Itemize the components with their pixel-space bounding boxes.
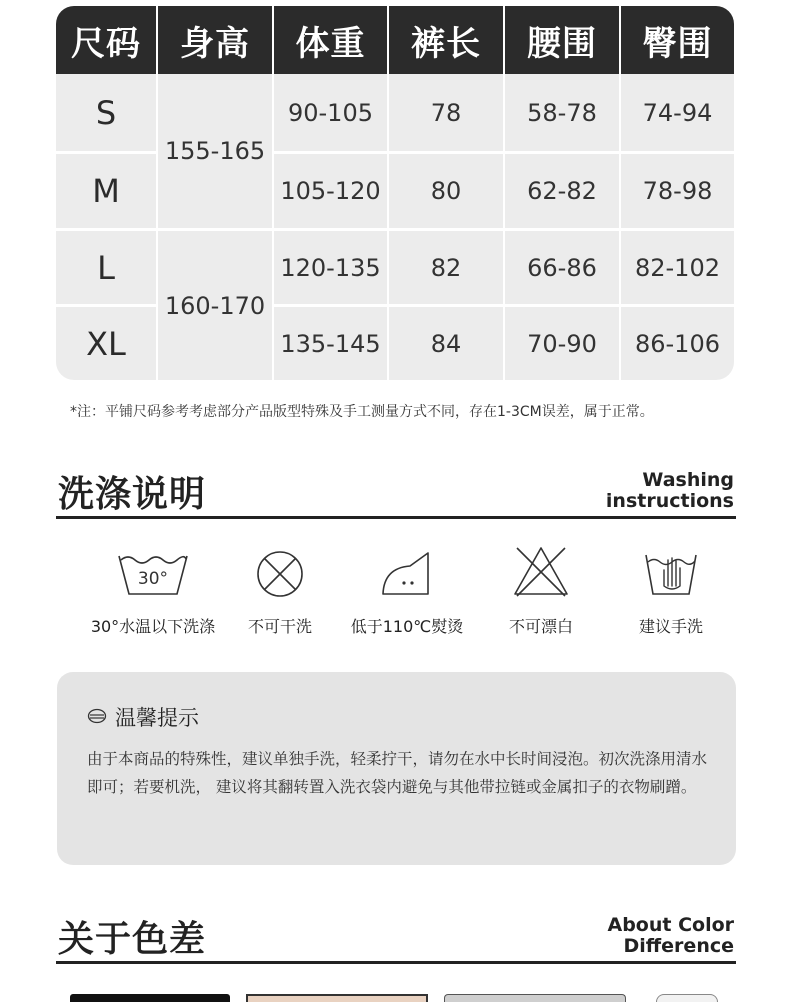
size-table <box>56 6 734 380</box>
size-table-header <box>56 6 734 74</box>
size-cell-xl: XL <box>86 324 126 363</box>
iron-low-icon <box>370 546 444 598</box>
waist-cell-s: 58-78 <box>527 98 597 127</box>
weight-cell-s: 90-105 <box>287 98 373 127</box>
header-height: 身高 <box>180 23 250 64</box>
wash-item-30 <box>83 546 223 637</box>
washing-title: 洗涤说明 <box>58 474 207 515</box>
header-hip: 臀围 <box>642 23 713 64</box>
wash-label-hand-wash: 建议手洗 <box>638 617 703 636</box>
tip-icon <box>87 705 107 729</box>
hip-cell-m: 78-98 <box>642 177 713 205</box>
height-cell-group-2: 160-170 <box>164 291 266 320</box>
weight-cell-m: 105-120 <box>280 177 381 205</box>
color-sample-image-3 <box>444 994 626 1002</box>
wash-label-iron: 低于110℃熨烫 <box>350 617 464 636</box>
waist-cell-xl: 70-90 <box>527 329 597 358</box>
wash-item-hand-wash <box>601 546 741 637</box>
length-cell-l: 82 <box>430 253 462 282</box>
length-cell-xl: 84 <box>430 329 462 358</box>
header-waist: 腰围 <box>527 23 597 64</box>
header-size: 尺码 <box>71 23 141 64</box>
color-sample-image-2 <box>246 994 428 1002</box>
waist-cell-l: 66-86 <box>527 253 597 282</box>
size-cell-l: L <box>97 248 115 287</box>
hip-cell-l: 82-102 <box>634 253 720 282</box>
length-cell-s: 78 <box>430 98 462 127</box>
color-diff-divider <box>56 961 736 964</box>
wash-item-iron <box>337 546 477 637</box>
color-sample-image-4 <box>656 994 718 1002</box>
tip-header <box>87 702 199 732</box>
tip-title: 温馨提示 <box>115 706 199 730</box>
color-sample-image-1 <box>70 994 230 1002</box>
measurement-note: *注：平铺尺码参考考虑部分产品版型特殊及手工测量方式不同，存在1-3CM误差，属于正常。 <box>70 404 654 420</box>
wash-label-no-dry-clean: 不可干洗 <box>247 617 312 636</box>
svg-text:30°: 30° <box>137 569 169 589</box>
header-weight: 体重 <box>295 23 366 64</box>
washing-divider <box>56 516 736 519</box>
weight-cell-l: 120-135 <box>280 253 381 282</box>
size-cell-s: S <box>95 93 117 132</box>
wash-30-icon <box>116 546 190 598</box>
wash-label-30: 30°水温以下洗涤 <box>90 617 216 636</box>
no-bleach-icon <box>504 546 578 598</box>
no-dry-clean-icon <box>243 546 317 598</box>
wash-item-no-dry-clean <box>210 546 350 637</box>
wash-label-no-bleach: 不可漂白 <box>508 617 573 636</box>
length-cell-m: 80 <box>430 177 462 205</box>
color-diff-title-en: About Color Difference <box>607 914 734 957</box>
size-cell-m: M <box>92 172 120 210</box>
hip-cell-xl: 86-106 <box>634 329 720 358</box>
hip-cell-s: 74-94 <box>642 98 713 127</box>
tip-box <box>57 672 736 865</box>
wash-item-no-bleach <box>471 546 611 637</box>
height-cell-group-1: 155-165 <box>164 137 266 165</box>
header-pants-length: 裤长 <box>411 23 481 64</box>
washing-title-en: Washing instructions <box>605 469 734 512</box>
waist-cell-m: 62-82 <box>527 177 597 205</box>
tip-body: 由于本商品的特殊性，建议单独手洗，轻柔拧干，请勿在水中长时间浸泡。初次洗涤用清水即可；若要机洗， 建议将其翻转置入洗衣袋内避免与其他带拉链或金属扣子的衣物刷蹭。 <box>87 750 708 796</box>
weight-cell-xl: 135-145 <box>280 329 381 358</box>
color-diff-title: 关于色差 <box>58 919 207 960</box>
hand-wash-icon <box>634 546 708 598</box>
